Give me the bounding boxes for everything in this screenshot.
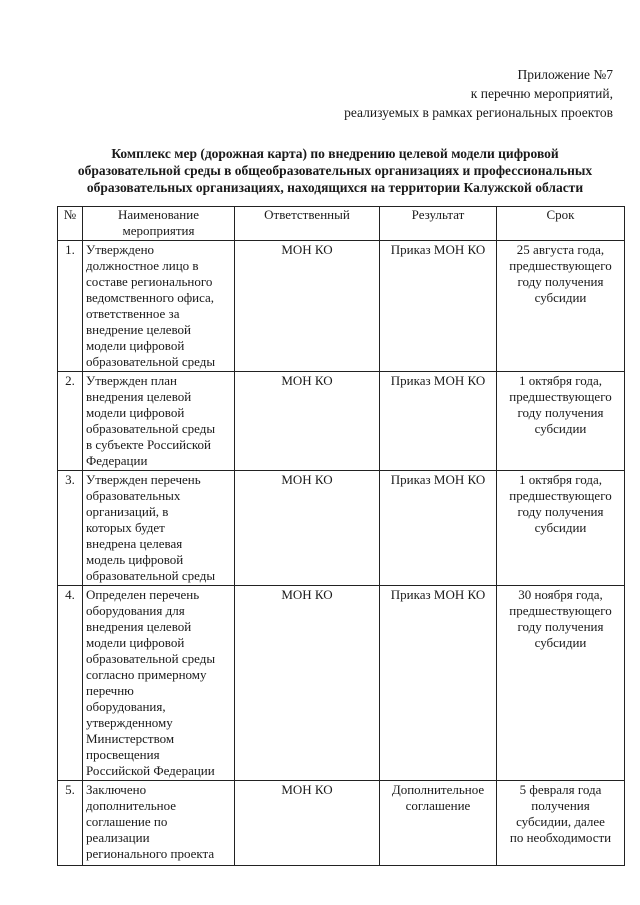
table-row [58, 372, 625, 471]
table-row [58, 241, 625, 372]
row-num: 1. [58, 241, 83, 372]
row-responsible: МОН КО [235, 781, 380, 866]
row-term: 30 ноября года, предшествующего году получения субсидии [497, 586, 625, 781]
header-responsible: Ответственный [235, 207, 380, 241]
row-name: Утвержден план внедрения целевой модели цифровой образовательной среды в субъекте Российской Федерации [83, 372, 235, 471]
row-term: 1 октября года, предшествующего году получения субсидии [497, 372, 625, 471]
table-row [58, 586, 625, 781]
row-responsible: МОН КО [235, 586, 380, 781]
header-name: Наименование мероприятия [83, 207, 235, 241]
row-responsible: МОН КО [235, 372, 380, 471]
row-term: 1 октября года, предшествующего году получения субсидии [497, 471, 625, 586]
annex-header [344, 65, 613, 122]
row-name: Заключено дополнительное соглашение по реализации регионального проекта [83, 781, 235, 866]
title-line-3: образовательных организациях, находящихся на территории Калужской области [86, 180, 584, 195]
table-row [58, 471, 625, 586]
row-num: 2. [58, 372, 83, 471]
row-name: Утверждено должностное лицо в составе регионального ведомственного офиса, ответственное за внедрение целевой модели цифровой образовательной среды [83, 241, 235, 372]
row-num: 4. [58, 586, 83, 781]
document-title [40, 145, 630, 196]
row-responsible: МОН КО [235, 241, 380, 372]
row-result: Приказ МОН КО [380, 586, 497, 781]
header-result: Результат [380, 207, 497, 241]
title-line-2: образовательной среды в общеобразовательных организациях и профессиональных [77, 163, 593, 178]
row-result: Приказ МОН КО [380, 372, 497, 471]
row-result: Дополнительное соглашение [380, 781, 497, 866]
row-result: Приказ МОН КО [380, 471, 497, 586]
header-term: Срок [497, 207, 625, 241]
table-header-row [58, 207, 625, 241]
annex-reference-cont: реализуемых в рамках региональных проектов [344, 105, 613, 120]
annex-reference: к перечню мероприятий, [470, 86, 613, 101]
roadmap-table [57, 206, 625, 866]
row-name: Определен перечень оборудования для внедрения целевой модели цифровой образовательной среды согласно примерному перечню оборудования, утвержденному Министерством просвещения Российской Федерации [83, 586, 235, 781]
row-num: 3. [58, 471, 83, 586]
row-term: 5 февраля года получения субсидии, далее по необходимости [497, 781, 625, 866]
title-line-1: Комплекс мер (дорожная карта) по внедрению целевой модели цифровой [111, 146, 559, 161]
row-result: Приказ МОН КО [380, 241, 497, 372]
row-responsible: МОН КО [235, 471, 380, 586]
table-row [58, 781, 625, 866]
row-term: 25 августа года, предшествующего году получения субсидии [497, 241, 625, 372]
annex-number: Приложение №7 [517, 67, 613, 82]
row-name: Утвержден перечень образовательных организаций, в которых будет внедрена целевая модель цифровой образовательной среды [83, 471, 235, 586]
header-num: № [58, 207, 83, 241]
row-num: 5. [58, 781, 83, 866]
